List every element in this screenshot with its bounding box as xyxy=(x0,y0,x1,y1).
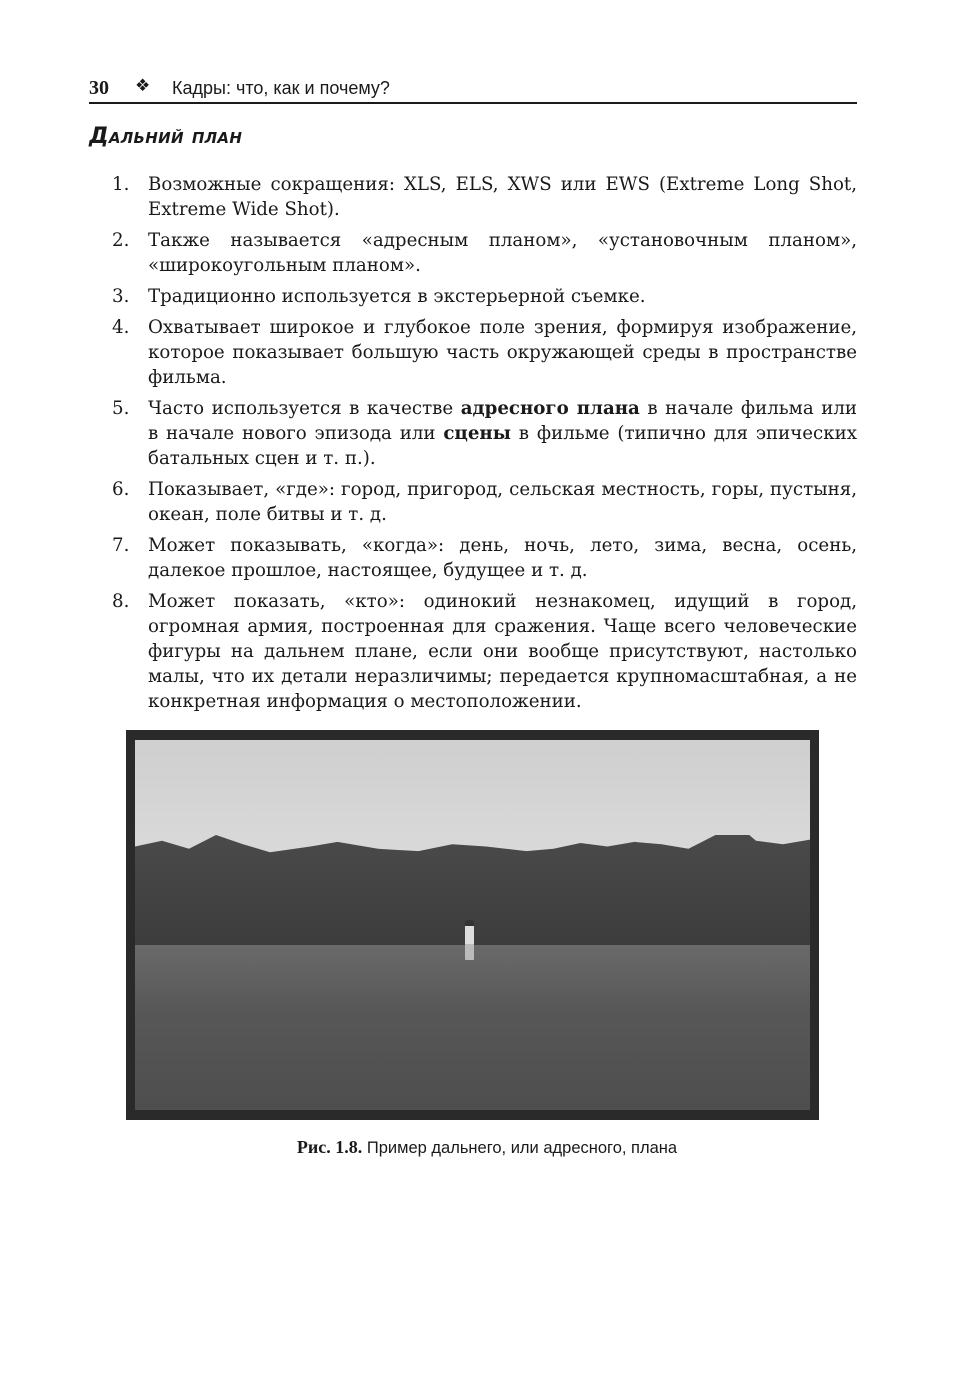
running-title: Кадры: что, как и почему? xyxy=(172,78,390,98)
list-item: 8. Может показать, «кто»: одинокий незнакомец, идущий в город, огромная армия, построенная для сражения. Чаще всего человеческие фигуры на дальнем плане, если они вообще присутствуют, настолько малы, что их детали неразличимы; передается крупномасштабная, а не конкретная информация о местоположении. xyxy=(112,591,857,712)
page-number: 30 xyxy=(89,77,109,99)
section-title: Дальний план xyxy=(89,124,243,149)
figure-caption: Рис. 1.8. Пример дальнего, или адресного, плана xyxy=(296,1137,678,1157)
running-header xyxy=(89,76,857,104)
grass-field xyxy=(135,945,810,1110)
list-item: 5. Часто используется в качестве адресного плана в начале фильма или в начале нового эпизода или сцены в фильме (типично для эпических батальных сцен и т. п.). xyxy=(112,398,857,469)
figure-frame xyxy=(126,730,819,1120)
bold-term: сцены xyxy=(443,423,511,444)
list-item: 3. Традиционно используется в экстерьерной съемке. xyxy=(112,286,646,307)
figure-label: Рис. 1.8. xyxy=(296,1137,363,1157)
list-item: 2. Также называется «адресным планом», «установочным планом», «широкоугольным планом». xyxy=(112,230,857,276)
list-item: 7. Может показывать, «когда»: день, ночь, лето, зима, весна, осень, далекое прошлое, настоящее, будущее и т. д. xyxy=(112,535,857,581)
list-item: 4. Охватывает широкое и глубокое поле зрения, формируя изображение, которое показывает большую часть окружающей среды в пространстве фильма. xyxy=(112,317,857,388)
list-item: 6. Показывает, «где»: город, пригород, сельская местность, горы, пустыня, океан, поле битвы и т. д. xyxy=(112,479,857,525)
field-photo xyxy=(135,740,810,1110)
person-figure xyxy=(465,920,474,960)
list-item: 1. Возможные сокращения: XLS, ELS, XWS или EWS (Extreme Long Shot, Extreme Wide Shot). xyxy=(112,174,857,220)
numbered-list xyxy=(89,172,857,720)
bold-term: адресного плана xyxy=(460,398,640,419)
ornament-icon: ❖ xyxy=(135,76,151,95)
